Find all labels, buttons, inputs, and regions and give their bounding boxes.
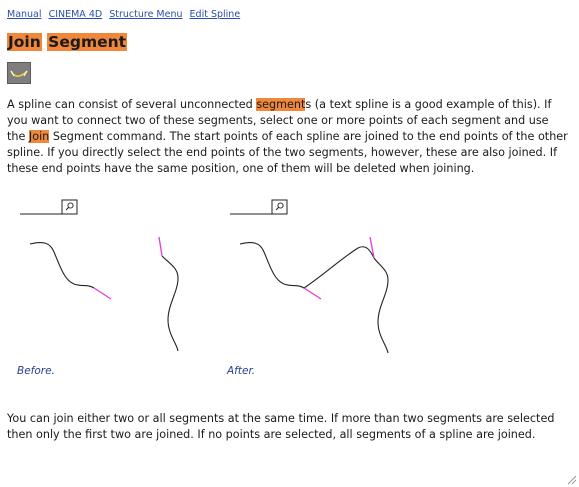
highlight-join: Join (28, 130, 50, 143)
breadcrumb-link-edit-spline[interactable]: Edit Spline (189, 9, 241, 20)
breadcrumb-link-manual[interactable]: Manual (7, 9, 42, 20)
caption-before: Before. (17, 365, 55, 377)
after-figure (222, 196, 412, 366)
title-word-join: Join (8, 33, 41, 51)
resize-grip-icon[interactable] (567, 475, 577, 485)
selected-tangent-1 (94, 288, 111, 299)
note-paragraph: You can join either two or all segments at the same time. If more than two segments are selected then only the first two are joined. If no points are selected, all segments of a spline are joined. (7, 412, 555, 441)
title-word-segment: Segment (48, 33, 127, 51)
spline-segment-1 (30, 243, 94, 288)
magnifier-widget-icon (230, 200, 287, 214)
joined-spline (240, 243, 388, 353)
caption-after: After. (227, 365, 256, 377)
description-paragraph: A spline can consist of several unconnected segments (a text spline is a good example of this). If you want to connect two of these segments, select one or more points of each segment and use the Join Segment command. The start points of each spline are joined to the end points of the other spline. If you directly select the end points of the two segments, however, these are also joined. If these end points have the same position, one of them will be deleted when joining. (7, 98, 568, 175)
selected-tangent-1 (304, 288, 321, 299)
highlight-segment: segment (256, 98, 306, 111)
magnifier-widget-icon (20, 200, 77, 214)
page-title (7, 33, 127, 52)
join-segment-icon (7, 62, 31, 84)
breadcrumb (7, 9, 244, 20)
breadcrumb-link-structure-menu[interactable]: Structure Menu (109, 9, 183, 20)
spline-segment-2 (162, 256, 178, 351)
before-figure (12, 196, 202, 366)
selected-tangent-2 (159, 237, 162, 256)
breadcrumb-link-cinema4d[interactable]: CINEMA 4D (48, 9, 103, 20)
